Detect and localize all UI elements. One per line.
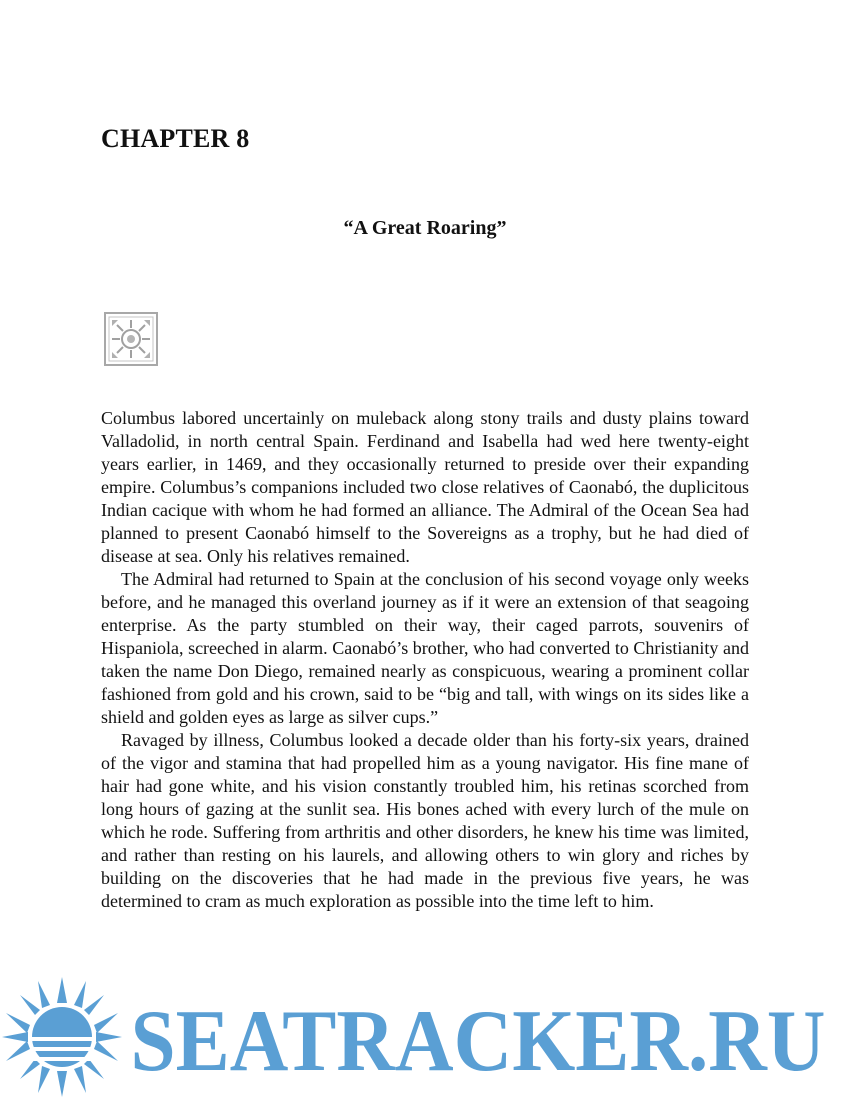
- paragraph: Ravaged by illness, Columbus looked a decade older than his forty-six years, drained of the vigor and stamina that had propelled him as a young navigator. His fine mane of hair had gone white, and his vision constantly troubled him, his retinas scorched from long hours of gazing at the sunlit sea. His bones ached with every lurch of the mule on which he rode. Suffering from arthritis and other disorders, he knew his time was limited, and rather than resting on his laurels, and allowing others to win glory and riches by building on the discoveries that he had made in the previous five years, he was determined to cram as much exploration as possible into the time left to him.: [101, 730, 749, 911]
- decorative-sunburst-ornament-icon: [104, 312, 158, 366]
- watermark: [0, 975, 850, 1100]
- watermark-text: SEATRACKER.RU: [130, 993, 826, 1090]
- chapter-title: [0, 217, 850, 240]
- paragraph: The Admiral had returned to Spain at the conclusion of his second voyage only weeks before, and he managed this overland journey as if it were an extension of that seagoing enterprise. As the party stumbled on their way, their caged parrots, souvenirs of Hispaniola, screeched in alarm. Caonabó’s brother, who had converted to Christianity and taken the name Don Diego, remained nearly as conspicuous, wearing a prominent collar fashioned from gold and his crown, said to be “big and tall, with wings on its sides like a shield and golden eyes as large as silver cups.”: [101, 569, 749, 727]
- sunburst-logo-icon: [2, 977, 122, 1097]
- chapter-number-heading: CHAPTER 8: [101, 124, 250, 153]
- paragraph: Columbus labored uncertainly on muleback along stony trails and dusty plains toward Valladolid, in north central Spain. Ferdinand and Isabella had wed here twenty-eight years earlier, in 1469, and they occasionally returned to preside over their expanding empire. Columbus’s companions included two close relatives of Caonabó, the duplicitous Indian cacique with whom he had formed an alliance. The Admiral of the Ocean Sea had planned to present Caonabó himself to the Sovereigns as a trophy, but he had died of disease at sea. Only his relatives remained.: [101, 408, 749, 566]
- chapter-title-text: “A Great Roaring”: [343, 217, 507, 239]
- body-text: [101, 407, 749, 913]
